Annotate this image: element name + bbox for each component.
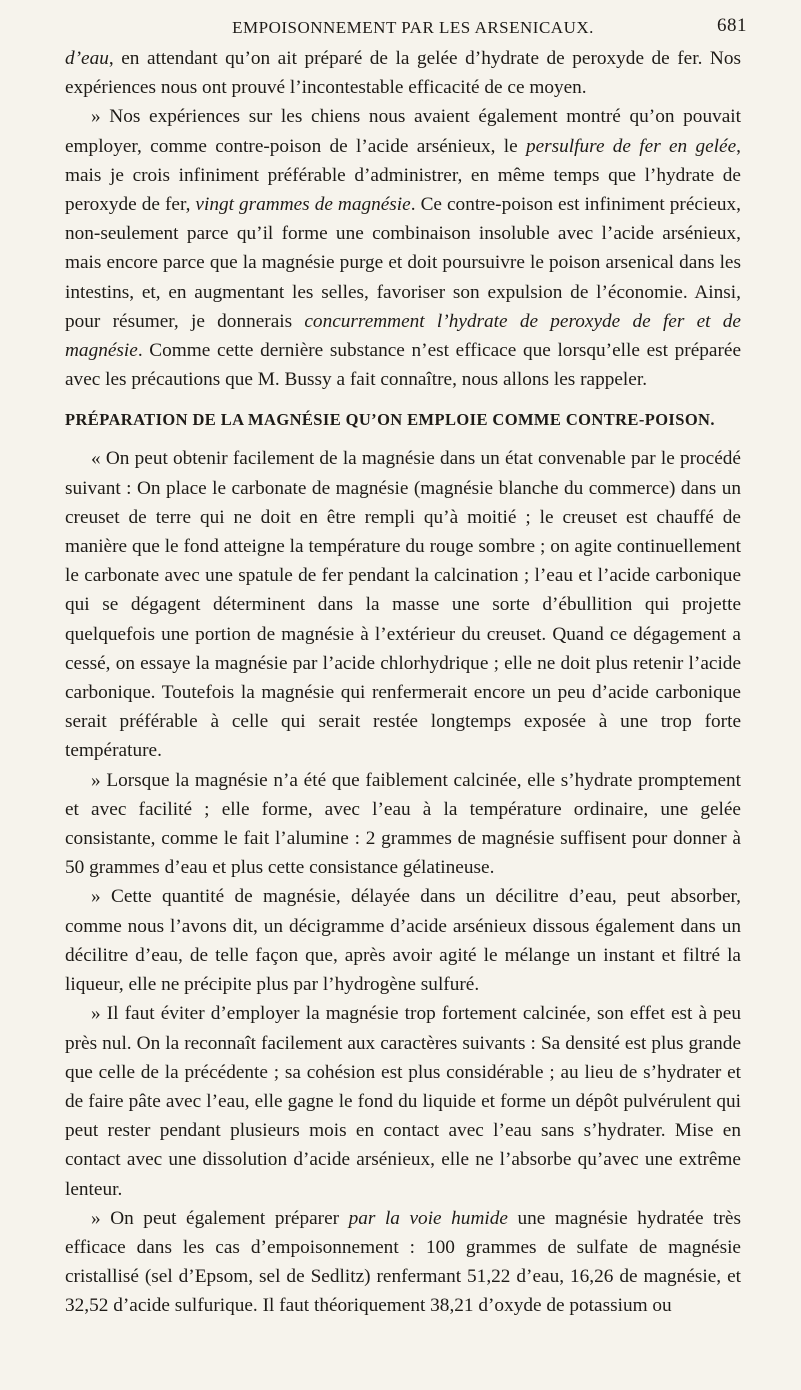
text-run: » On peut également préparer xyxy=(91,1207,349,1229)
paragraph xyxy=(65,999,741,1203)
paragraph xyxy=(65,44,741,102)
italic-text: persulfure de fer en gelée xyxy=(525,135,737,157)
paragraph xyxy=(65,1204,741,1321)
text-run: » Nos expériences sur les chiens nous avaient également montré qu’on pouvait employer, comme contre-poison de l’acide arsénieux, le xyxy=(65,106,741,157)
text-run: » Lorsque la magnésie n’a été que faiblement calcinée, elle s’hydrate promptement et avec facilité ; elle forme, avec l’eau à la température ordinaire, une gelée consistante, comme le fait l’alumine : 2 grammes de magnésie suffisent pour donner à 50 grammes d’eau et plus cette consistance gélatineuse. xyxy=(65,769,741,879)
paragraph xyxy=(65,102,741,394)
text-run: . Ce contre-poison est infiniment précieux, non-seulement parce qu’il forme une combinaison insoluble avec l’acide arsénieux, mais encore parce que la magnésie purge et doit poursuivre le poison arsenical dans les intestins, et, en augmentant les selles, favoriser son expulsion de l’économie. Ainsi, pour résumer, je donnerais xyxy=(65,194,741,332)
text-run: , en attendant qu’on ait préparé de la gelée d’hydrate de peroxyde de fer. Nos expériences nous ont prouvé l’incontestable efficacité de ce moyen. xyxy=(65,48,741,99)
section-heading: PRÉPARATION DE LA MAGNÉSIE QU’ON EMPLOIE COMME CONTRE-POISON. xyxy=(65,410,715,430)
body-text xyxy=(65,44,741,1321)
page-number: 681 xyxy=(717,15,747,36)
italic-text: vingt grammes de magnésie xyxy=(195,194,411,216)
text-run: , mais je crois infiniment préférable d’administrer, en même temps que l’hydrate de peroxyde de fer, xyxy=(65,135,741,216)
running-head xyxy=(65,0,747,44)
text-run: . Comme cette dernière substance n’est efficace que lorsqu’elle est préparée avec les précautions que M. Bussy a fait connaître, nous allons les rappeler. xyxy=(65,340,741,391)
text-run: une magnésie hydratée très efficace dans les cas d’empoisonnement : 100 grammes de sulfate de magnésie cristallisé (sel d’Epsom, sel de Sedlitz) renfermant 51,22 d’eau, 16,26 de magnésie, et 32,52 d’acide sulfurique. Il faut théoriquement 38,21 d’oxyde de potassium ou xyxy=(65,1207,741,1317)
paragraph xyxy=(65,766,741,883)
text-run: « On peut obtenir facilement de la magnésie dans un état convenable par le procédé suivant : On place le carbonate de magnésie (magnésie blanche du commerce) dans un creuset de terre qui ne doit en être rempli qu’à moitié ; le creuset est chauffé de manière que le fond atteigne la température du rouge sombre ; on agite continuellement le carbonate avec une spatule de fer pendant la calcination ; l’eau et l’acide carbonique qui se dégagent déterminent dans la masse une sorte d’ébullition qui projette quelquefois une portion de magnésie à l’extérieur du creuset. Quand ce dégagement a cessé, on essaye la magnésie par l’acide chlorhydrique ; elle ne doit plus retenir l’acide carbonique. Toutefois la magnésie qui renfermerait encore un peu d’acide carbonique serait préférable à celle qui serait restée longtemps exposée à une trop forte température. xyxy=(65,448,741,762)
paragraph xyxy=(65,444,741,765)
running-title: EMPOISONNEMENT PAR LES ARSENICAUX. xyxy=(232,18,594,37)
italic-text: concurremment l’hydrate de peroxyde de fer et de magnésie xyxy=(65,310,741,362)
paragraphs-top xyxy=(65,44,741,394)
text-run: » Cette quantité de magnésie, délayée dans un décilitre d’eau, peut absorber, comme nous l’avons dit, un décigramme d’acide arsénieux dissous également dans un décilitre d’eau, de telle façon que, après avoir agité le mélange un instant et filtré la liqueur, elle ne précipite plus par l’hydrogène sulfuré. xyxy=(65,886,741,996)
paragraphs-bottom xyxy=(65,444,741,1320)
text-run: » Il faut éviter d’employer la magnésie trop fortement calcinée, son effet est à peu près nul. On la reconnaît facilement aux caractères suivants : Sa densité est plus grande que celle de la précédente ; sa cohésion est plus considérable ; au lieu de s’hydrater et de faire pâte avec l’eau, elle gagne le fond du liquide et forme un dépôt pulvérulent qui peut rester pendant plusieurs mois en contact avec l’eau sans s’hydrater. Mise en contact avec une dissolution d’acide arsénieux, elle ne l’absorbe qu’avec une extrême lenteur. xyxy=(65,1003,741,1200)
italic-text: par la voie humide xyxy=(348,1207,508,1229)
italic-text: d’eau xyxy=(65,48,109,69)
paragraph xyxy=(65,882,741,999)
